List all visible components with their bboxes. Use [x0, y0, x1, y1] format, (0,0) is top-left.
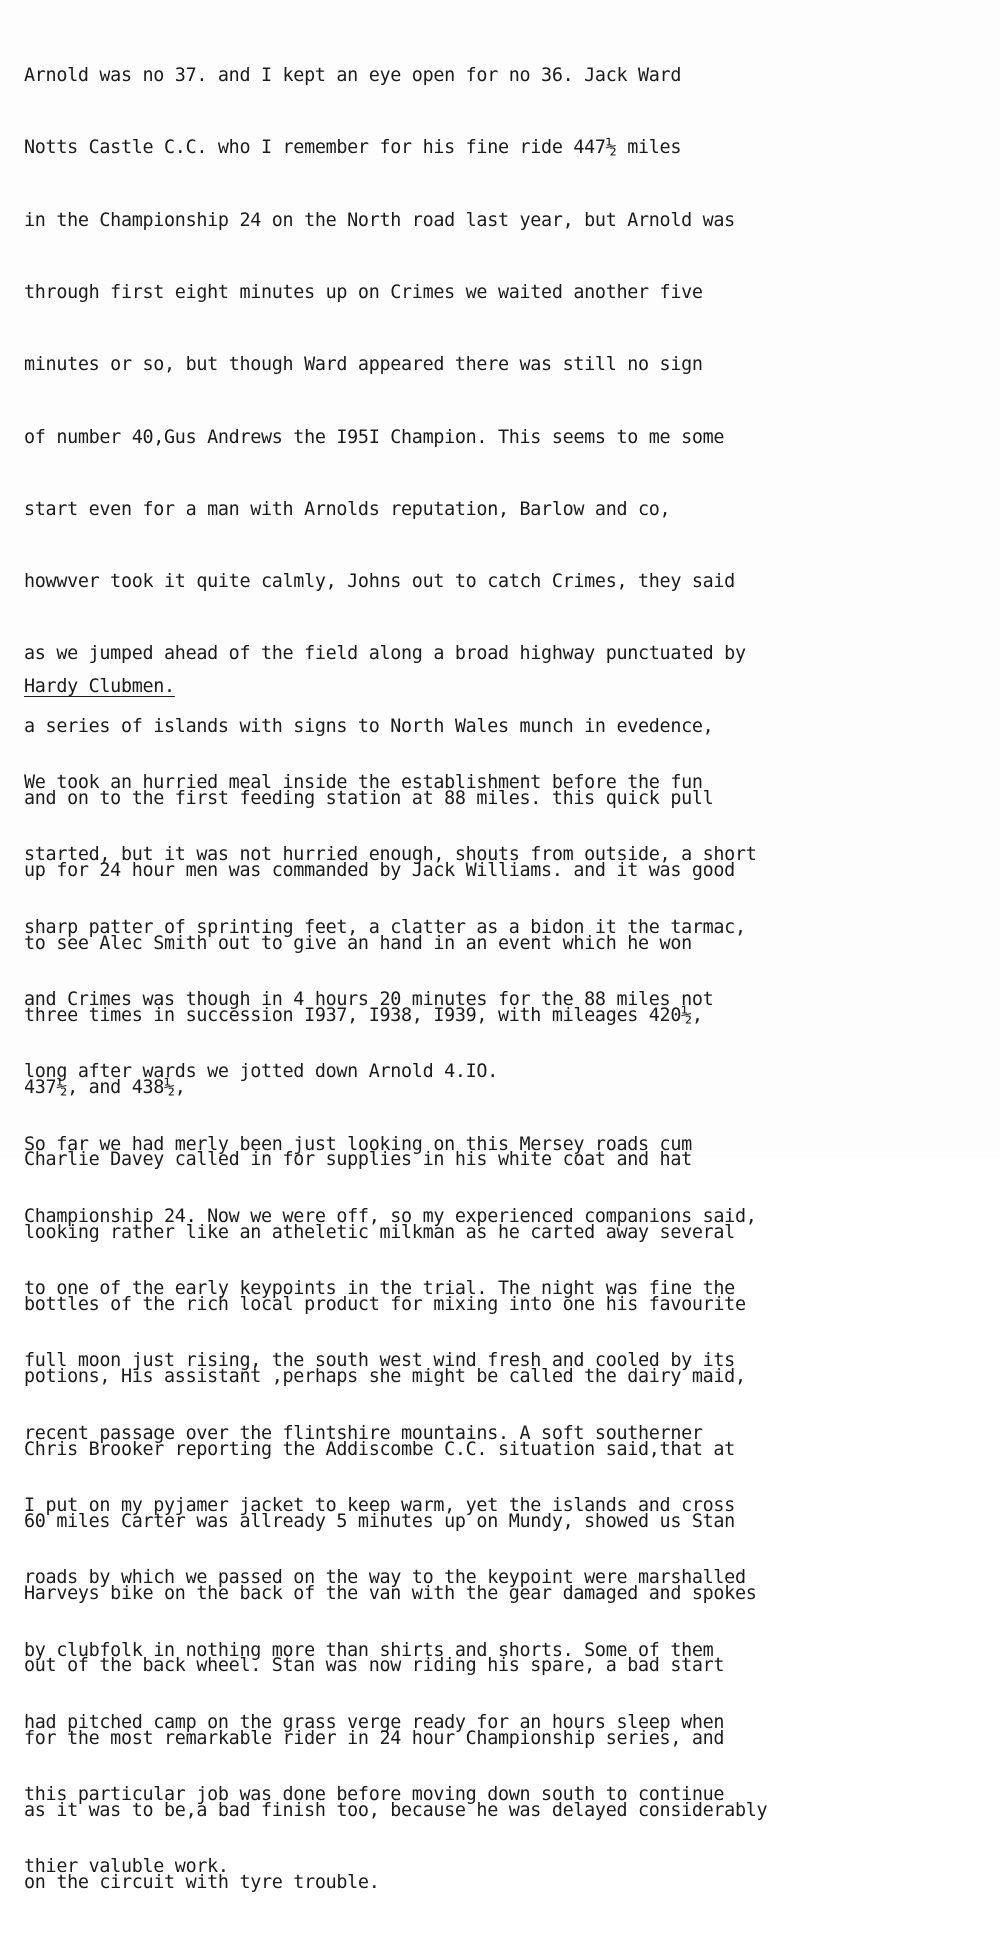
text-line: thier valuble work. — [24, 1856, 229, 1878]
text-line: Notts Castle C.C. who I remember for his fine ride 447½ miles — [24, 137, 682, 159]
text-line: to see Alec Smith out to give an hand in an event which he won — [24, 932, 692, 954]
text-line: up for 24 hour men was commanded by Jack Williams. and it was good — [24, 860, 735, 882]
text-line: 437½, and 438½, — [24, 1077, 186, 1099]
text-line: as we jumped ahead of the field along a broad highway punctuated by — [24, 643, 746, 665]
text-line: and Crimes was though in 4 hours 20 minutes for the 88 miles not — [24, 989, 714, 1011]
text-line: as it was to be,a bad finish too, because he was delayed considerably — [24, 1799, 768, 1821]
text-line: on the circuit with tyre trouble. — [24, 1872, 380, 1894]
text-line: had pitched camp on the grass verge ready for an hours sleep when — [24, 1711, 725, 1733]
text-line: of number 40,Gus Andrews the I95I Champion. This seems to me some — [24, 426, 725, 448]
text-line: Charlie Davey called in for supplies in his white coat and hat — [24, 1149, 692, 1171]
paragraph-hardy-clubmen — [24, 723, 996, 1928]
section-heading: Hardy Clubmen. — [24, 676, 175, 697]
text-line: full moon just rising, the south west wind fresh and cooled by its — [24, 1350, 735, 1372]
text-line: to one of the early keypoints in the trial. The night was fine the — [24, 1278, 735, 1300]
text-line: by clubfolk in nothing more than shirts and shorts. Some of them — [24, 1639, 714, 1661]
text-line: start even for a man with Arnolds reputation, Barlow and co, — [24, 498, 671, 520]
text-line: bottles of the rich local product for mixing into one his favourite — [24, 1293, 746, 1315]
text-line: So far we had merly been just looking on this Mersey roads cum — [24, 1133, 692, 1155]
text-line: Arnold was no 37. and I kept an eye open for no 36. Jack Ward — [24, 65, 682, 87]
text-line: looking rather like an atheletic milkman as he carted away several — [24, 1221, 735, 1243]
text-line: through first eight minutes up on Crimes we waited another five — [24, 282, 703, 304]
text-line: this particular job was done before moving down south to continue — [24, 1784, 725, 1806]
text-line: potions, His assistant ,perhaps she might be called the dairy maid, — [24, 1366, 746, 1388]
text-line: roads by which we passed on the way to the keypoint were marshalled — [24, 1567, 746, 1589]
text-line: out of the back wheel. Stan was now riding his spare, a bad start — [24, 1655, 725, 1677]
text-line: long after wards we jotted down Arnold 4.IO. — [24, 1061, 498, 1083]
text-line: a series of islands with signs to North Wales munch in evedence, — [24, 715, 714, 737]
text-line: recent passage over the flintshire mountains. A soft southerner — [24, 1422, 703, 1444]
text-line: for the most remarkable rider in 24 hour Championship series, and — [24, 1727, 725, 1749]
text-line: 60 miles Carter was allready 5 minutes up on Mundy, showed us Stan — [24, 1510, 735, 1532]
text-line: three times in succession I937, I938, I939, with mileages 420½, — [24, 1004, 703, 1026]
text-line: started, but it was not hurried enough, shouts from outside, a short — [24, 844, 757, 866]
text-line: I put on my pyjamer jacket to keep warm, yet the islands and cross — [24, 1495, 735, 1516]
text-line: Championship 24. Now we were off, so my experienced companions said, — [24, 1205, 757, 1227]
text-line: in the Championship 24 on the North road last year, but Arnold was — [24, 209, 735, 231]
text-line: minutes or so, but though Ward appeared there was still no sign — [24, 354, 703, 376]
text-line: and on to the first feeding station at 88 miles. this quick pull — [24, 788, 714, 809]
text-line: We took an hurried meal inside the establishment before the fun — [24, 772, 703, 794]
text-line: Chris Brooker reporting the Addiscombe C.C. situation said,that at — [24, 1438, 735, 1460]
text-line: sharp patter of sprinting feet, a clatter as a bidon it the tarmac, — [24, 916, 746, 938]
text-line: howwver took it quite calmly, Johns out to catch Crimes, they said — [24, 571, 735, 593]
text-line: Harveys bike on the back of the van with the gear damaged and spokes — [24, 1583, 757, 1605]
